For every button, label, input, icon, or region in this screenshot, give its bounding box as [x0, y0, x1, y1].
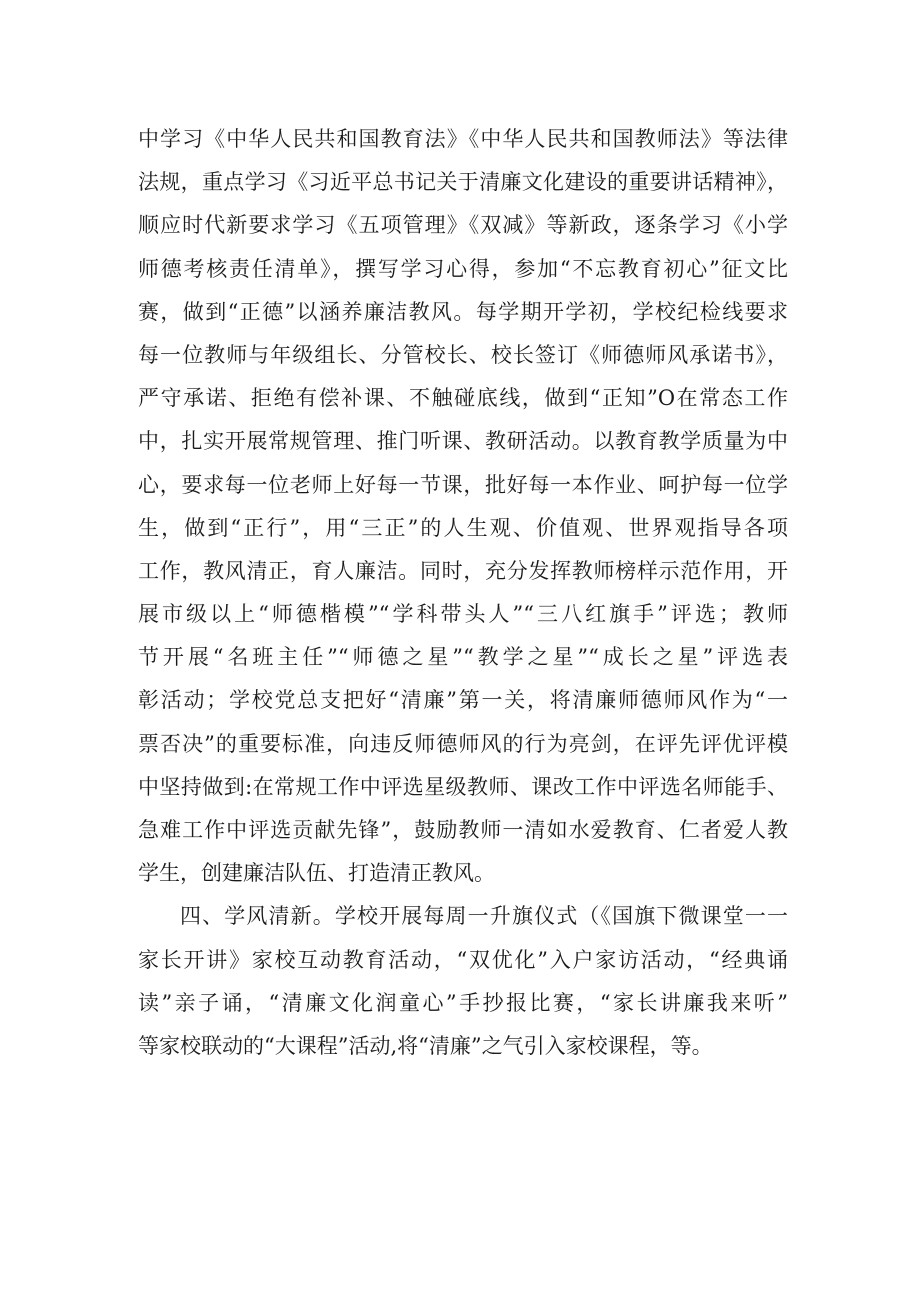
text-line: 每一位教师与年级组长、分管校长、校长签订《师德师风承诺书》， [138, 342, 788, 367]
text-line: 顺应时代新要求学习《五项管理》《双减》等新政，逐条学习《小学 [138, 213, 788, 238]
text-line: 家长开讲》家校互动教育活动，“双优化”入户家访活动，“经典诵 [138, 947, 788, 972]
text-line: 严守承诺、拒绝有偿补课、不触碰底线，做到“正知”O在常态工作 [138, 386, 788, 411]
text-line: 师德考核责任清单》，撰写学习心得，参加“不忘教育初心”征文比 [138, 256, 788, 281]
text-line: 赛，做到“正德”以涵养廉洁教风。每学期开学初，学校纪检线要求 [138, 299, 788, 324]
text-line: 学生，创建廉洁队伍、打造清正教风。 [138, 861, 495, 886]
paragraph-study-style [138, 895, 788, 1068]
text-line: 票否决”的重要标准，向违反师德师风的行为亮剑，在评先评优评模 [138, 731, 788, 756]
text-line: 急难工作中评选贡献先锋”，鼓励教师一清如水爱教育、仁者爱人教 [138, 818, 788, 842]
text-line: 四、学风清新。学校开展每周一升旗仪式（《国旗下微课堂一一 [180, 904, 788, 929]
body-text [138, 118, 788, 1068]
text-line: 展市级以上“师德楷模”“学科带头人”“三八红旗手”评选；教师 [138, 602, 788, 627]
text-line: 彰活动；学校党总支把好“清廉”第一关，将清廉师德师风作为“一 [138, 688, 788, 713]
text-line: 心，要求每一位老师上好每一节课，批好每一本作业、呵护每一位学 [138, 472, 788, 497]
text-line: 生，做到“正行”，用“三正”的人生观、价值观、世界观指导各项 [138, 515, 788, 540]
text-line: 读”亲子诵，“清廉文化润童心”手抄报比赛，“家长讲廉我来听” [138, 990, 788, 1015]
text-line: 等家校联动的“大课程”活动,将“清廉”之气引入家校课程，等。 [138, 1033, 713, 1058]
text-line: 中坚持做到:在常规工作中评选星级教师、课改工作中评选名师能手、 [138, 774, 788, 799]
text-line: 工作，教风清正，育人廉洁。同时，充分发挥教师榜样示范作用，开 [138, 558, 788, 583]
text-line: 中，扎实开展常规管理、推门听课、教研活动。以教育教学质量为中 [138, 429, 788, 454]
text-line: 法规，重点学习《习近平总书记关于清廉文化建设的重要讲话精神》， [138, 170, 788, 195]
text-line: 节开展“名班主任”“师德之星”“教学之星”“成长之星”评选表 [138, 645, 788, 670]
text-line: 中学习《中华人民共和国教育法》《中华人民共和国教师法》等法律 [138, 127, 788, 151]
paragraph-teacher-ethics [138, 118, 788, 895]
